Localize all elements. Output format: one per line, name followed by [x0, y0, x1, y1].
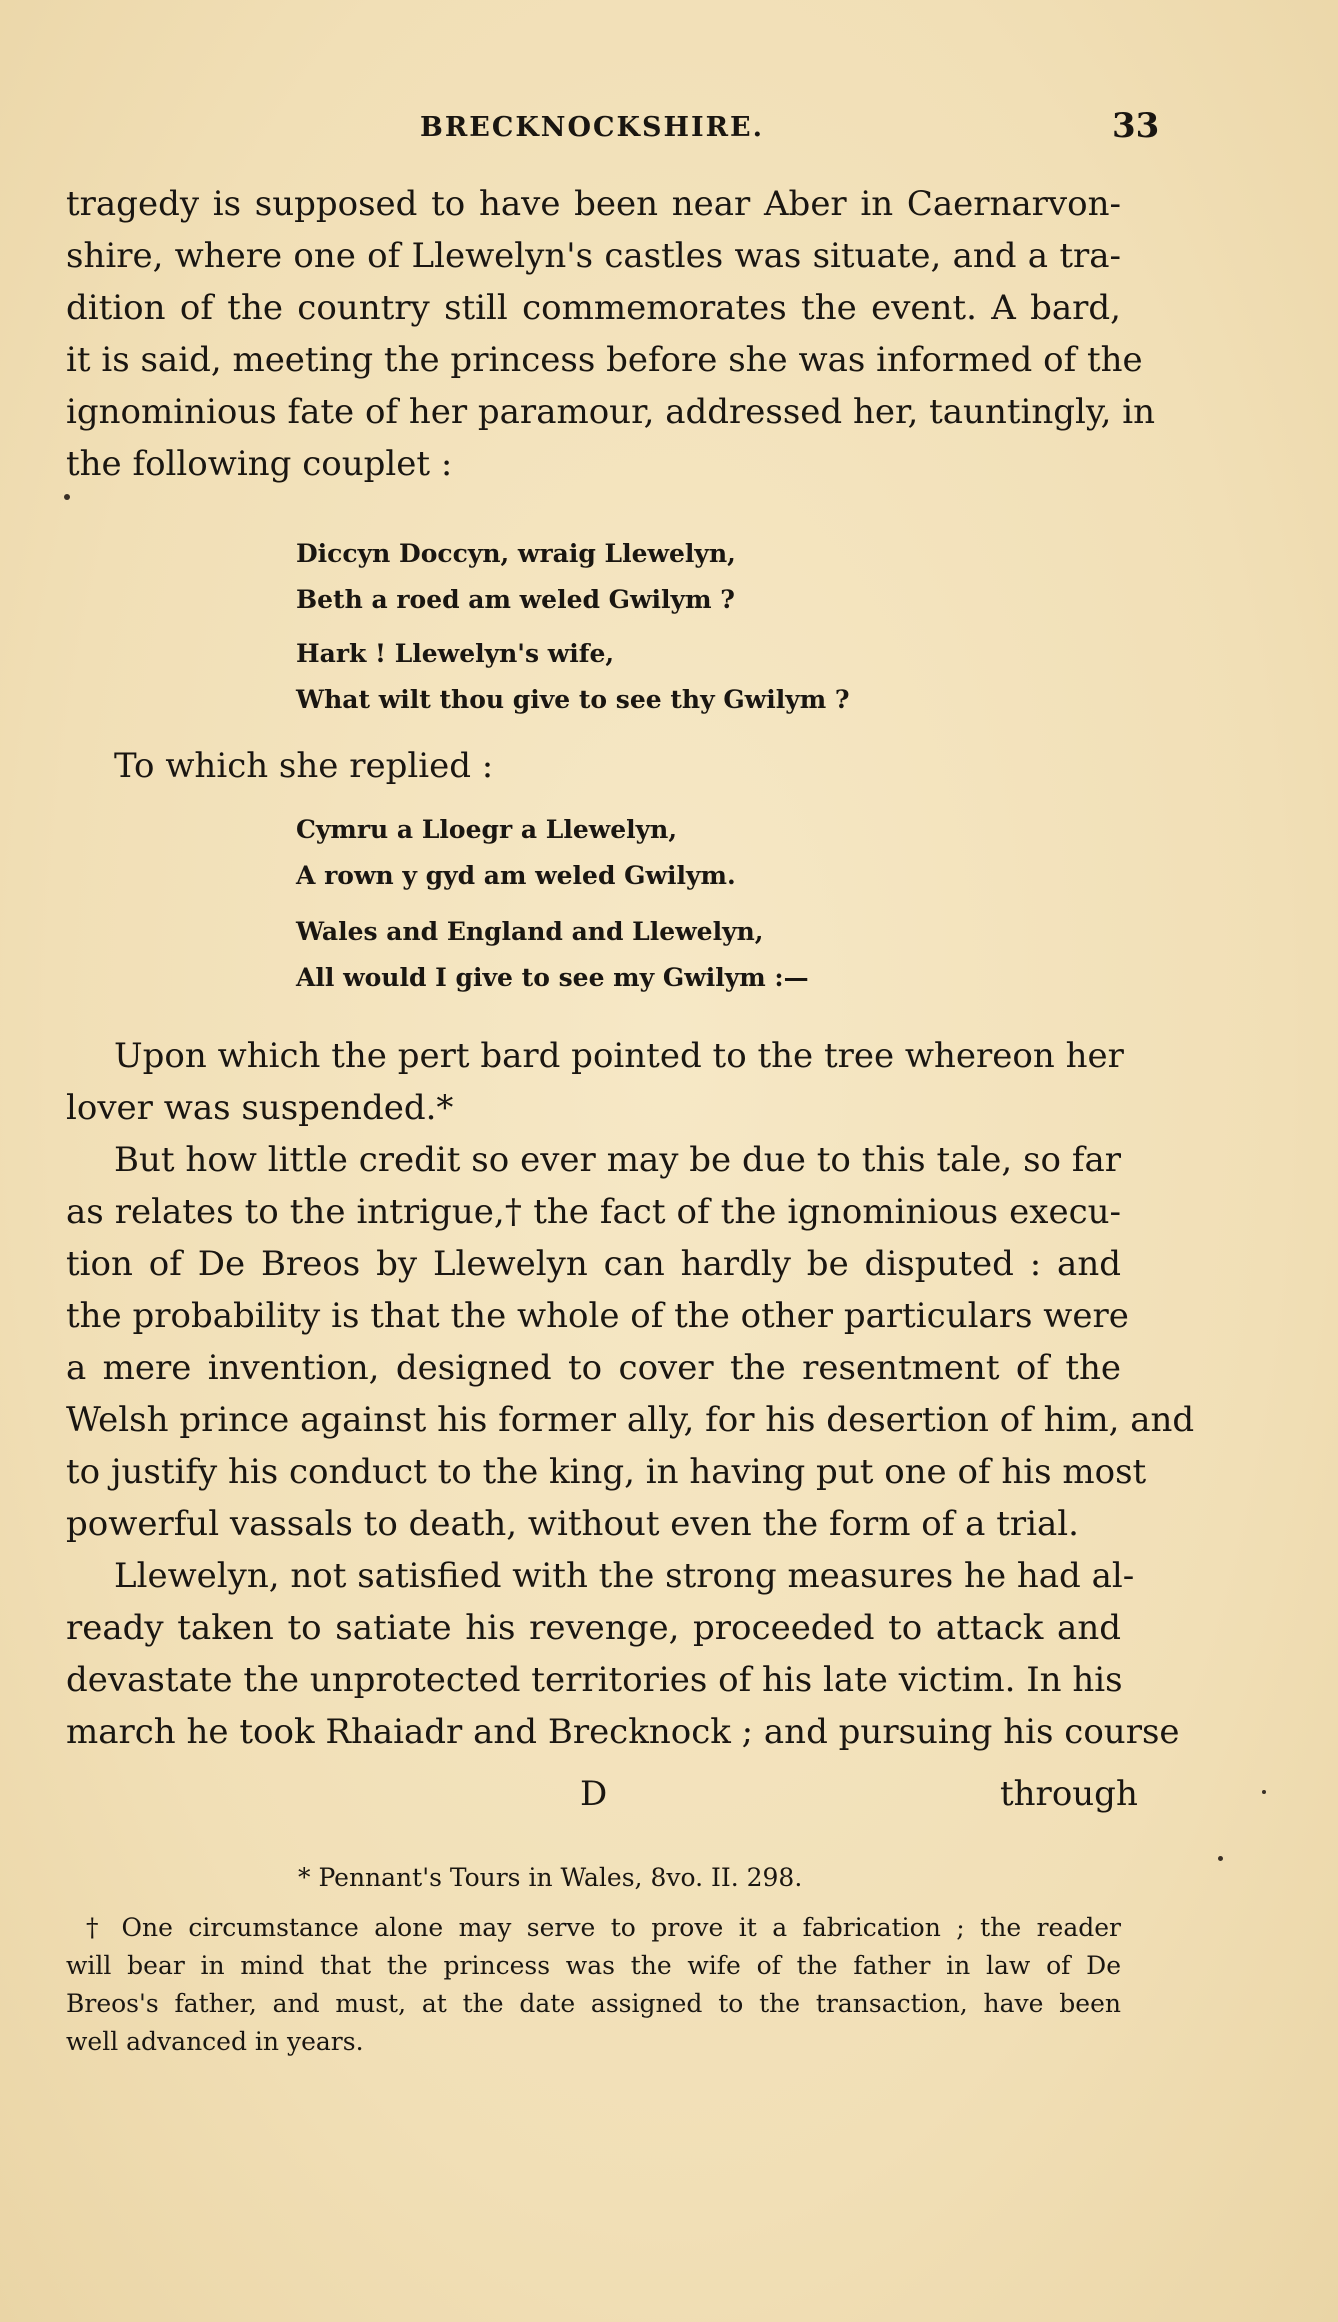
footnote-line: will bear in mind that the princess was the wife of the father in law of De [66, 1951, 1121, 1980]
text-line: tion of De Breos by Llewelyn can hardly be disputed : and [66, 1244, 1121, 1284]
text-line: powerful vassals to death, without even the form of a trial. [66, 1504, 1079, 1544]
footnote-line: * Pennant's Tours in Wales, 8vo. II. 298. [298, 1863, 803, 1892]
text-line: Llewelyn, not satisfied with the strong measures he had al- [114, 1556, 1135, 1596]
text-line: Welsh prince against his former ally, for his desertion of him, and [66, 1400, 1195, 1440]
signature-mark: D [580, 1774, 608, 1814]
text-line: it is said, meeting the princess before she was informed of the [66, 340, 1143, 380]
text-line: as relates to the intrigue,† the fact of the ignominious execu- [66, 1192, 1121, 1232]
text-line: to justify his conduct to the king, in having put one of his most [66, 1452, 1147, 1492]
paper-speck [64, 494, 70, 500]
text-line: march he took Rhaiadr and Brecknock ; and pursuing his course [66, 1712, 1180, 1752]
footnote-line: Breos's father, and must, at the date assigned to the transaction, have been [66, 1989, 1121, 2018]
text-line: But how little credit so ever may be due to this tale, so far [114, 1140, 1121, 1180]
reply-intro: To which she replied : [114, 746, 494, 786]
verse-line: All would I give to see my Gwilym :— [296, 963, 809, 992]
footnote-line: well advanced in years. [66, 2027, 364, 2056]
text-line: dition of the country still commemorates the event. A bard, [66, 288, 1121, 328]
text-line: the probability is that the whole of the other particulars were [66, 1296, 1129, 1336]
text-line: ignominious fate of her paramour, addressed her, tauntingly, in [66, 392, 1155, 432]
text-line: shire, where one of Llewelyn's castles was situate, and a tra- [66, 236, 1121, 276]
text-line: a mere invention, designed to cover the resentment of the [66, 1348, 1121, 1388]
verse-line: Wales and England and Llewelyn, [296, 917, 764, 946]
page-header [0, 106, 1338, 166]
verse-line: What wilt thou give to see thy Gwilym ? [296, 685, 850, 714]
footnote-line: † One circumstance alone may serve to prove it a fabrication ; the reader [86, 1913, 1121, 1942]
text-line: devastate the unprotected territories of his late victim. In his [66, 1660, 1123, 1700]
verse-line: Hark ! Llewelyn's wife, [296, 639, 615, 668]
text-line: the following couplet : [66, 444, 453, 484]
text-line: lover was suspended.* [66, 1088, 454, 1128]
text-line: Upon which the pert bard pointed to the tree whereon her [114, 1036, 1124, 1076]
verse-line: Diccyn Doccyn, wraig Llewelyn, [296, 539, 736, 568]
verse-line: Cymru a Lloegr a Llewelyn, [296, 815, 678, 844]
text-line: ready taken to satiate his revenge, proceeded to attack and [66, 1608, 1121, 1648]
verse-line: Beth a roed am weled Gwilym ? [296, 585, 735, 614]
running-head: BRECKNOCKSHIRE. [420, 112, 765, 143]
page-number: 33 [1112, 106, 1160, 146]
verse-line: A rown y gyd am weled Gwilym. [296, 861, 736, 890]
paper-speck [1262, 1790, 1266, 1794]
paper-speck [1218, 1856, 1223, 1861]
text-line: tragedy is supposed to have been near Aber in Caernarvon- [66, 184, 1121, 224]
catchword: through [1000, 1774, 1138, 1814]
